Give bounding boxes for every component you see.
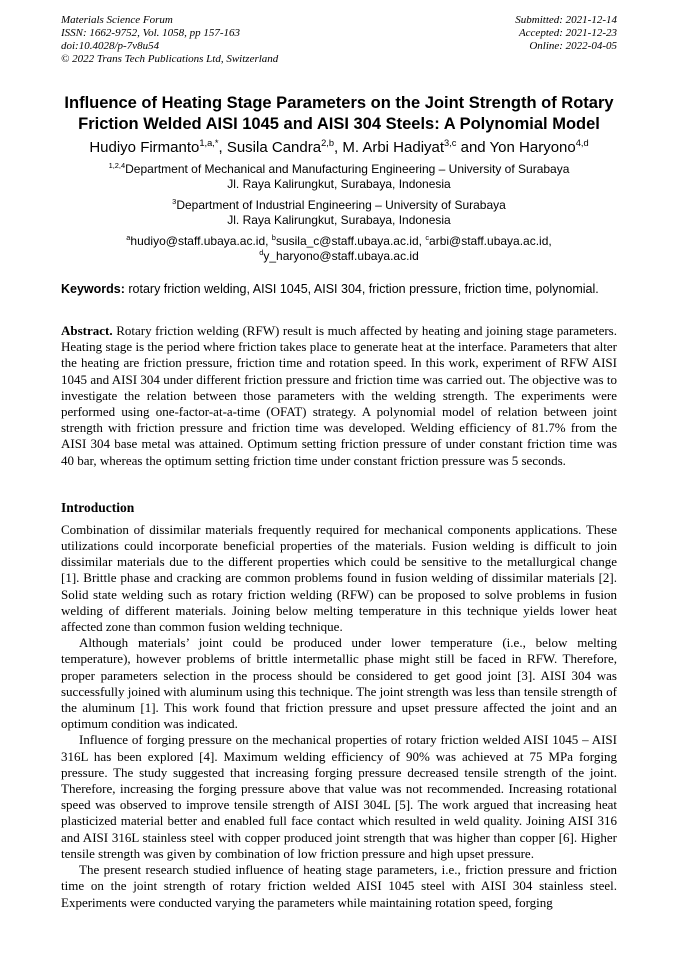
journal-header — [61, 14, 617, 66]
abstract-label: Abstract. — [61, 323, 113, 338]
affiliation-mechanical-engineering — [61, 162, 617, 192]
keywords-text: rotary friction welding, AISI 1045, AISI 304, friction pressure, friction time, polynomial. — [124, 282, 599, 296]
journal-name: Materials Science Forum — [61, 14, 173, 26]
journal-info — [61, 14, 278, 66]
affiliation-line: $^{1,2,4}$Department of Mechanical and Manufacturing Engineering – University of Surabaya — [108, 161, 570, 176]
section-heading-introduction: Introduction — [61, 499, 135, 515]
abstract-text: Rotary friction welding (RFW) result is much affected by heating and joining stage parameters. Heating stage is the period where friction takes place to generate heat at the interface. Parameters that alter the heating are friction pressure, friction time and rotation speed. In this work, experiment of RFW AISI 1045 and AISI 304 under different friction pressure and friction time was carried out. The objective was to investigate the relation between those parameters with the welding strength. The experiments were performed using one-factor-at-a-time (OFAT) strategy. A polynomial model of relation between joint strength with friction pressure and friction time was developed. Welding efficiency of 81.7% from the AISI 304 base metal was attained. Optimum setting friction pressure of under constant friction time was 40 bar, whereas the optimum setting friction time under constant friction pressure was 5 seconds. — [61, 323, 617, 468]
introduction-paragraph-4: The present research studied influence of heating stage parameters, i.e., friction pressure and friction time on the joint strength of rotary friction welded AISI 1045 steel with AISI 304 stainless steel. Experiments were conducted varying the parameters while maintaining rotation speed, forging — [61, 862, 617, 910]
keywords-line — [61, 281, 617, 297]
affiliation-address: Jl. Raya Kalirungkut, Surabaya, Indonesia — [227, 177, 451, 191]
accepted-date: Accepted: 2021-12-23 — [518, 27, 617, 39]
journal-issn-volume: ISSN: 1662-9752, Vol. 1058, pp 157-163 — [61, 27, 241, 39]
online-date: Online: 2022-04-05 — [529, 40, 617, 52]
affiliation-address: Jl. Raya Kalirungkut, Surabaya, Indonesia — [227, 213, 451, 227]
submission-dates — [515, 14, 617, 66]
abstract — [61, 323, 617, 469]
email-line-2: $^d$y_haryono@staff.ubaya.ac.id — [259, 248, 419, 263]
journal-doi: doi:10.4028/p-7v8u54 — [61, 40, 160, 52]
submitted-date: Submitted: 2021-12-14 — [515, 14, 617, 26]
journal-copyright: © 2022 Trans Tech Publications Ltd, Switzerland — [61, 53, 279, 65]
affiliation-line: $^3$Department of Industrial Engineering – University of Surabaya — [172, 197, 506, 212]
author-line: Hudiyo Firmanto$^{1,a,*}$, Susila Candra$^{2,b}$, M. Arbi Hadiyat$^{3,c}$ and Yon Haryono$^{4,d}$ — [89, 138, 589, 156]
email-line-1: $^a$hudiyo@staff.ubaya.ac.id, $^b$susila_c@staff.ubaya.ac.id, $^c$arbi@staff.ubaya.ac.id, — [126, 233, 552, 248]
introduction-paragraph-3: Influence of forging pressure on the mechanical properties of rotary friction welded AISI 1045 – AISI 316L has been explored [4]. Maximum welding efficiency of 90% was achieved at 75 MPa forging pressure. The study suggested that increasing forging pressure decreased tensile strength of the joint. Therefore, increasing the forging pressure above that value was not recommended. Increasing rotational speed was observed to improve tensile strength of AISI 304L [5]. The work argued that increasing heat plasticized material better and enabled full face contact which resulted in weld quality. Joining AISI 316 and AISI 316L stainless steel with copper produced joint strength that was higher than copper [6]. Higher tensile strength was given by combination of low friction pressure and high upset pressure. — [61, 732, 617, 861]
keywords-label: Keywords: — [61, 282, 125, 296]
introduction-paragraph-1: Combination of dissimilar materials frequently required for mechanical components applications. These utilizations could incorporate beneficial properties of the materials. Fusion welding is difficult to join dissimilar materials due to the different properties which could be sensitive to the metallurgical change [1]. Brittle phase and cracking are common problems found in fusion welding of dissimilar materials [2]. Solid state welding such as rotary friction welding (RFW) can be proposed to solve problems in fusion welding of different materials. Joining below melting temperature in this technique yields lower heat affected zone than common fusion welding technique. — [61, 521, 617, 635]
author-emails — [61, 234, 617, 264]
introduction-paragraph-2: Although materials’ joint could be produced under lower temperature (i.e., below melting temperature), however problems of brittle intermetallic phase might still be faced in RFW. Therefore, proper parameters selection in the process should be considered to get good joint [3]. AISI 304 was successfully joined with aluminum using this technique. The joint strength was less than tensile strength of the aluminum [1]. This work found that friction pressure and upset pressure affected the joint and an optimum condition was indicated. — [61, 635, 617, 732]
affiliation-industrial-engineering — [61, 198, 617, 228]
paper-title: Influence of Heating Stage Parameters on the Joint Strength of Rotary Friction Welded AISI 1045 and AISI 304 Steels: A Polynomial Model — [64, 94, 614, 133]
